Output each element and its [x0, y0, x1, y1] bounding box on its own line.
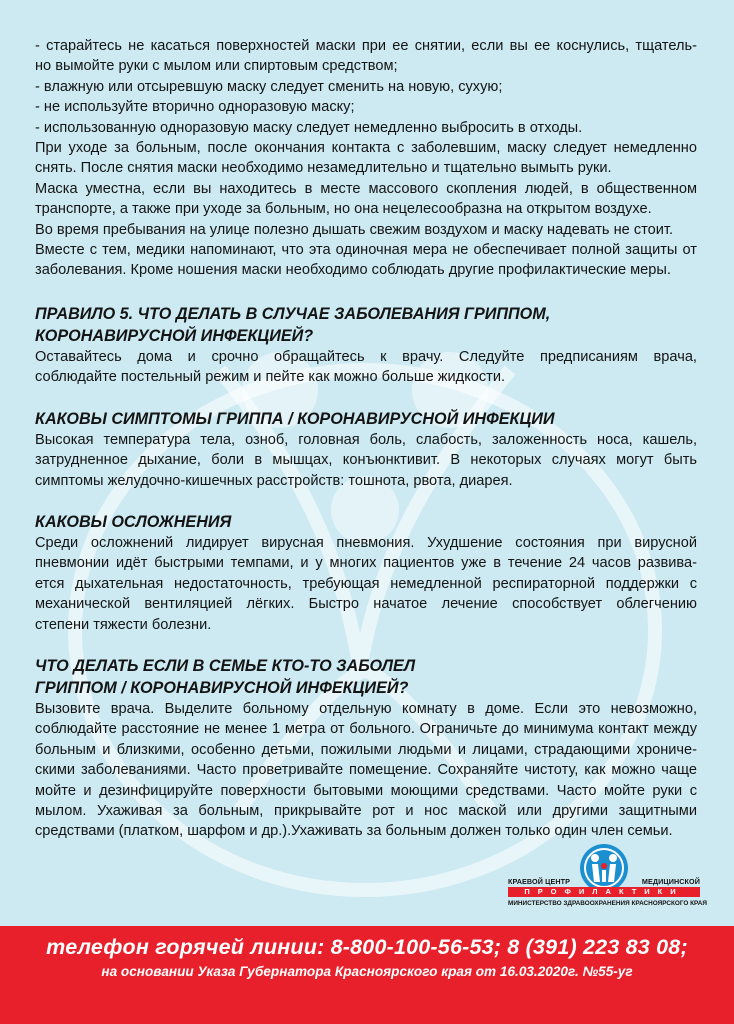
prevention-center-logo	[508, 842, 707, 914]
logo-text-left: КРАЕВОЙ ЦЕНТР	[508, 877, 571, 886]
section-heading-rule5: ПРАВИЛО 5. ЧТО ДЕЛАТЬ В СЛУЧАЕ ЗАБОЛЕВАНИЯ ГРИППОМ,	[35, 304, 551, 323]
text-line: заболевания. Кроме ношения маски необходимо соблюдать другие профилактические меры.	[35, 262, 671, 279]
text-line: Маска уместна, если вы находитесь в месте массового скопления людей, в общественном	[35, 180, 697, 197]
text-line: Высокая температура тела, озноб, головная боль, слабость, заложенность носа, кашель,	[35, 431, 697, 448]
text-line: Оставайтесь дома и срочно обращайтесь к врачу. Следуйте предписаниям врача,	[35, 348, 697, 365]
text-line: механической вентиляцией лёгких. Быстро начатое лечение способствует облегчению	[35, 596, 697, 613]
logo-red-bar: ПРОФИЛАКТИКИ	[508, 887, 700, 897]
text-line: - влажную или отсыревшую маску следует сменить на новую, сухую;	[35, 78, 503, 95]
text-line: - не используйте вторично одноразовую маску;	[35, 99, 355, 116]
text-line: симптомы желудочно-кишечных расстройств: тошнота, рвота, диарея.	[35, 472, 513, 489]
section-heading-family: ЧТО ДЕЛАТЬ ЕСЛИ В СЕМЬЕ КТО-ТО ЗАБОЛЕЛ	[35, 656, 416, 675]
text-line: средствами (платком, шарфом и др.).Ухаживать за больным должен только один член семьи.	[35, 823, 673, 840]
text-line: - старайтесь не касаться поверхностей маски при ее снятии, если вы ее коснулись, тщатель-	[35, 38, 697, 54]
text-line: пневмонии идёт быстрыми темпами, и у многих пациентов уже в течение 24 часов развива-	[35, 555, 697, 572]
text-line: мойте и дезинфицируйте поверхности бытовыми моющими средствами. Часто мойте руки с	[35, 782, 697, 799]
text-line: Вместе с тем, медики напоминают, что эта одиночная мера не обеспечивает полной защиты от	[35, 242, 697, 259]
text-line: транспорте, а также при уходе за больным, но она нецелесообразна на открытом воздухе.	[35, 201, 652, 218]
document-body	[35, 36, 697, 842]
text-line: соблюдайте постельный режим и пейте как можно больше жидкости.	[35, 369, 506, 386]
text-line: Среди осложнений лидирует вирусная пневмония. Ухудшение состояния при вирусной	[35, 534, 697, 551]
section-heading-family-cont: ГРИППОМ / КОРОНАВИРУСНОЙ ИНФЕКЦИЕЙ?	[35, 678, 409, 697]
section-heading-symptoms: КАКОВЫ СИМПТОМЫ ГРИППА / КОРОНАВИРУСНОЙ ИНФЕКЦИИ	[35, 409, 555, 428]
text-line: - использованную одноразовую маску следует немедленно выбросить в отходы.	[35, 119, 583, 136]
text-line: Во время пребывания на улице полезно дышать свежим воздухом и маску надевать не стоит.	[35, 221, 674, 238]
logo-text-right: МЕДИЦИНСКОЙ	[641, 877, 700, 886]
section-heading-complications: КАКОВЫ ОСЛОЖНЕНИЯ	[35, 512, 232, 531]
text-line: соблюдайте расстояние не менее 1 метра от больного. Ограничьте до минимума контакт между	[35, 721, 697, 738]
text-line: но вымойте руки с мылом или спиртовым средством;	[35, 58, 398, 75]
decree-text: на основании Указа Губернатора Красноярского края от 16.03.2020г. №55-уг	[101, 964, 633, 979]
section-heading-rule5-cont: КОРОНАВИРУСНОЙ ИНФЕКЦИЕЙ?	[35, 326, 314, 345]
hotline-text: телефон горячей линии: 8-800-100-56-53; 8 (391) 223 83 08;	[46, 935, 688, 959]
text-line: мылом. Ухаживая за больным, прикрывайте рот и нос маской или другими защитными	[35, 802, 697, 819]
text-line: скими заболеваниями. Часто проветривайте помещение. Сохраняйте чистоту, как можно чаще	[35, 762, 697, 779]
text-line: Вызовите врача. Выделите больному отдельную комнату в доме. Если это невозможно,	[35, 700, 697, 717]
text-line: больным и близкими, особенно детьми, пожилыми людьми и лицами, страдающими хрониче-	[35, 741, 697, 758]
text-line: степени тяжести болезни.	[35, 616, 212, 633]
hotline-footer	[0, 926, 734, 1024]
text-line: затрудненное дыхание, боли в мышцах, конъюнктивит. В некоторых случаях могут быть	[35, 452, 697, 469]
intro-paragraphs	[35, 36, 697, 281]
text-line: При уходе за больным, после окончания контакта с заболевшим, маску следует немедленно	[35, 140, 697, 157]
logo-ministry-text: МИНИСТЕРСТВО ЗДРАВООХРАНЕНИЯ КРАСНОЯРСКОГО КРАЯ	[508, 900, 707, 907]
text-line: ется дыхательная недостаточность, требующая немедленной респираторной поддержки с	[35, 575, 697, 592]
text-line: снять. После снятия маски необходимо незамедлительно и тщательно вымыть руки.	[35, 160, 612, 177]
